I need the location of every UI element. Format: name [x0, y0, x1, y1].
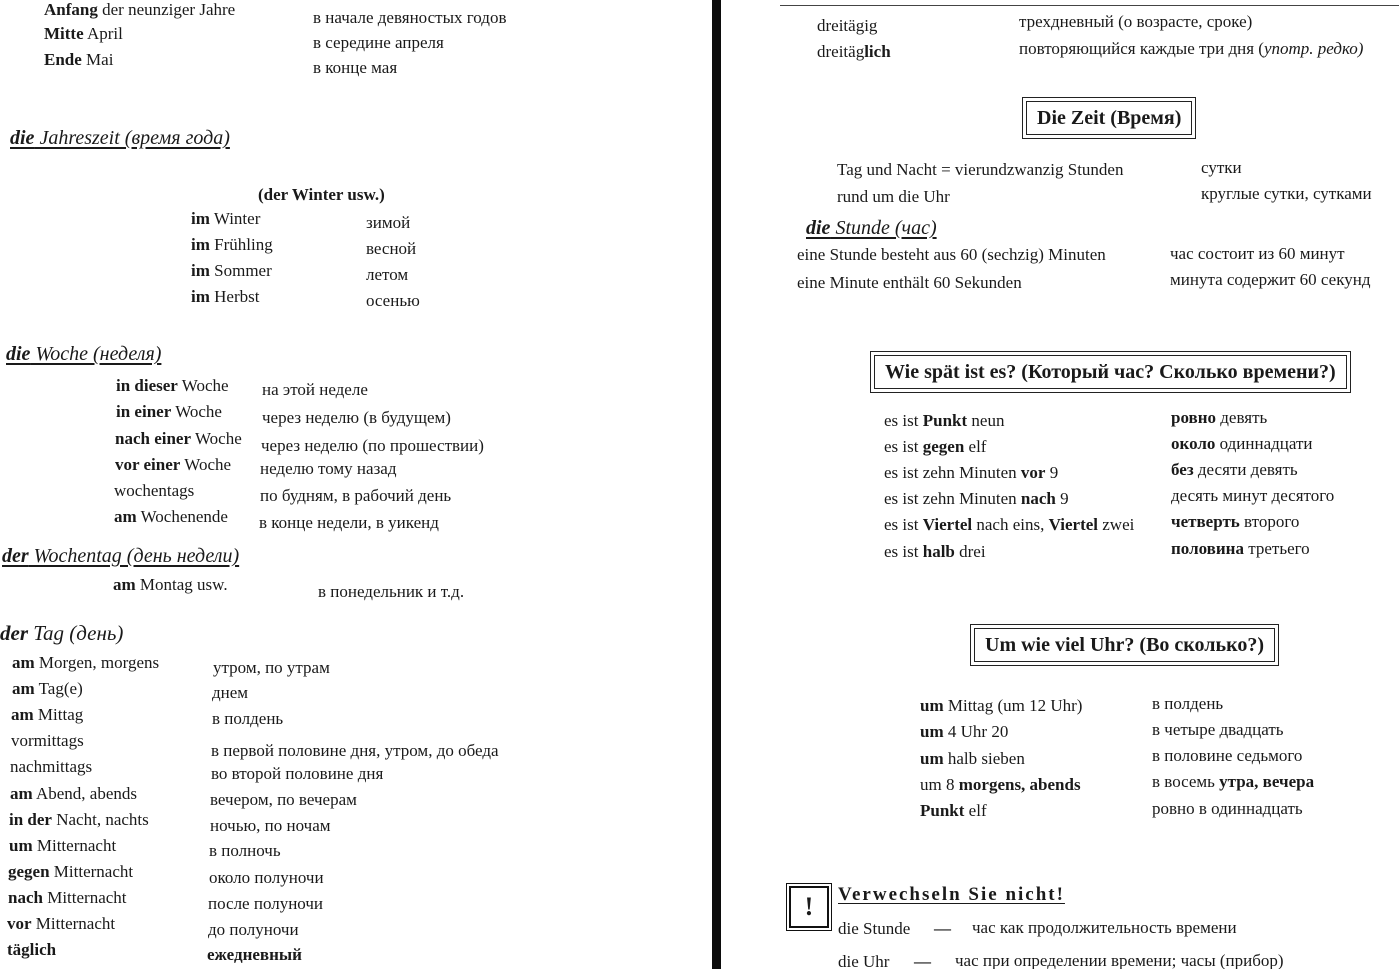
phrase-ru: в первой половине дня, утром, до обеда [211, 741, 499, 760]
phrase-de: es ist gegen elf [884, 437, 987, 456]
phrase-ru: около одиннадцати [1171, 434, 1313, 453]
phrase-de: in einer Woche [116, 402, 222, 421]
phrase-ru: вечером, по вечерам [210, 790, 357, 809]
phrase-ru: трехдневный (о возрасте, сроке) [1019, 12, 1253, 31]
exclamation-icon: ! [789, 886, 829, 928]
phrase-ru: минута содержит 60 секунд [1170, 270, 1371, 289]
phrase-ru: в конце мая [313, 58, 398, 77]
phrase-de: es ist Viertel nach eins, Viertel zwei [884, 515, 1135, 534]
phrase-de: eine Stunde besteht aus 60 (sechzig) Minuten [797, 245, 1106, 264]
phrase-ru: в понедельник и т.д. [318, 582, 465, 601]
phrase-de: es ist zehn Minuten nach 9 [884, 489, 1069, 508]
phrase-de: am Abend, abends [10, 784, 138, 803]
phrase-de: am Mittag [11, 705, 84, 724]
phrase-de: um Mittag (um 12 Uhr) [920, 696, 1083, 715]
phrase-de: die Uhr [838, 952, 890, 969]
phrase-de: im Frühling [191, 235, 273, 254]
phrase-de: um 8 morgens, abends [920, 775, 1081, 794]
phrase-ru: во второй половине дня [211, 764, 384, 783]
phrase-de: um halb sieben [920, 749, 1025, 768]
section-note: (der Winter usw.) [258, 185, 385, 204]
phrase-ru: круглые сутки, сутками [1201, 184, 1372, 203]
phrase-de: es ist zehn Minuten vor 9 [884, 463, 1059, 482]
phrase-de: die Stunde [838, 919, 911, 938]
phrase-ru: в полдень [212, 709, 284, 728]
phrase-ru: днем [212, 683, 249, 702]
phrase-ru: сутки [1201, 158, 1242, 177]
phrase-ru: неделю тому назад [260, 459, 397, 478]
phrase-ru: в полночь [209, 841, 281, 860]
phrase-ru: без десяти девять [1171, 460, 1298, 479]
phrase-de: vor einer Woche [115, 455, 232, 474]
phrase-de: nachmittags [10, 757, 93, 776]
right-page [722, 0, 1399, 969]
section-heading-tag: der Tag (день) [0, 621, 124, 645]
section-box-um-wie-viel-uhr: Um wie viel Uhr? (Во сколько?) [974, 628, 1275, 662]
phrase-ru: в половине седьмого [1152, 746, 1303, 765]
phrase-de: es ist Punkt neun [884, 411, 1005, 430]
phrase-de: gegen Mitternacht [8, 862, 134, 881]
section-heading-woche: die Woche (неделя) [6, 343, 162, 365]
phrase-ru: в восемь утра, вечера [1152, 772, 1315, 791]
phrase-de: am Tag(e) [12, 679, 83, 698]
section-heading-wochentag: der Wochentag (день недели) [2, 545, 240, 567]
phrase-de: Mitte April [44, 24, 123, 43]
phrase-ru: после полуночи [208, 894, 324, 913]
phrase-ru: через неделю (в будущем) [262, 408, 451, 427]
section-box-die-zeit: Die Zeit (Время) [1026, 101, 1192, 135]
phrase-ru: час как продолжительность времени [972, 918, 1237, 937]
phrase-ru: в начале девяностых годов [313, 8, 507, 27]
phrase-de: Tag und Nacht = vierundzwanzig Stunden [837, 160, 1124, 179]
phrase-de: vor Mitternacht [7, 914, 116, 933]
phrase-de: in der Nacht, nachts [9, 810, 149, 829]
phrase-ru: летом [366, 265, 409, 284]
phrase-de: täglich [7, 940, 57, 959]
phrase-de: vormittags [11, 731, 84, 750]
phrase-de: um 4 Uhr 20 [920, 722, 1009, 741]
phrase-ru: ровно в одиннадцать [1152, 799, 1303, 818]
phrase-de: im Sommer [191, 261, 272, 280]
phrase-ru: в конце недели, в уикенд [259, 513, 439, 532]
book-spine [712, 0, 721, 969]
phrase-ru: половина третьего [1171, 539, 1310, 558]
phrase-de: dreitägig [817, 16, 878, 35]
phrase-ru: в полдень [1152, 694, 1224, 713]
phrase-ru: час при определении времени; часы (прибор) [955, 951, 1284, 969]
phrase-de: nach einer Woche [115, 429, 242, 448]
phrase-de: im Winter [191, 209, 261, 228]
phrase-de: um Mitternacht [9, 836, 117, 855]
phrase-de: nach Mitternacht [8, 888, 127, 907]
phrase-ru: десять минут десятого [1171, 486, 1335, 505]
phrase-ru: ровно девять [1171, 408, 1268, 427]
rule-line [780, 5, 1399, 6]
phrase-de: Anfang der neunziger Jahre [44, 0, 236, 19]
phrase-ru: зимой [366, 213, 411, 232]
phrase-de: Ende Mai [44, 50, 114, 69]
warning-title: Verwechseln Sie nicht! [838, 884, 1065, 905]
phrase-de: wochentags [114, 481, 195, 500]
phrase-de: Punkt elf [920, 801, 987, 820]
phrase-ru: на этой неделе [262, 380, 368, 399]
phrase-ru: весной [366, 239, 417, 258]
section-heading-jahreszeit: die Jahreszeit (время года) [10, 127, 230, 149]
phrase-ru: ночью, по ночам [210, 816, 331, 835]
phrase-ru: около полуночи [209, 868, 324, 887]
phrase-ru: в середине апреля [313, 33, 444, 52]
dash-separator: — [914, 952, 931, 969]
phrase-de: dreitäglich [817, 42, 891, 61]
phrase-ru: ежедневный [207, 945, 302, 964]
phrase-de: es ist halb drei [884, 542, 986, 561]
phrase-ru: по будням, в рабочий день [260, 486, 452, 505]
phrase-de: im Herbst [191, 287, 260, 306]
phrase-de: am Montag usw. [113, 575, 228, 594]
phrase-ru: через неделю (по прошествии) [261, 436, 484, 455]
phrase-de: am Wochenende [114, 507, 228, 526]
phrase-ru: в четыре двадцать [1152, 720, 1284, 739]
phrase-de: rund um die Uhr [837, 187, 950, 206]
phrase-de: am Morgen, morgens [12, 653, 160, 672]
dash-separator: — [934, 919, 951, 938]
phrase-ru: час состоит из 60 минут [1170, 244, 1345, 263]
phrase-de: in dieser Woche [116, 376, 229, 395]
phrase-ru: до полуночи [208, 920, 299, 939]
section-box-wie-spaet: Wie spät ist es? (Который час? Сколько времени?) [874, 355, 1347, 389]
phrase-de: eine Minute enthält 60 Sekunden [797, 273, 1022, 292]
phrase-ru: утром, по утрам [213, 658, 330, 677]
section-heading-stunde: die Stunde (час) [806, 217, 937, 239]
phrase-ru: осенью [366, 291, 420, 310]
phrase-ru: четверть второго [1171, 512, 1300, 531]
phrase-ru: повторяющийся каждые три дня (употр. редко) [1019, 39, 1364, 58]
